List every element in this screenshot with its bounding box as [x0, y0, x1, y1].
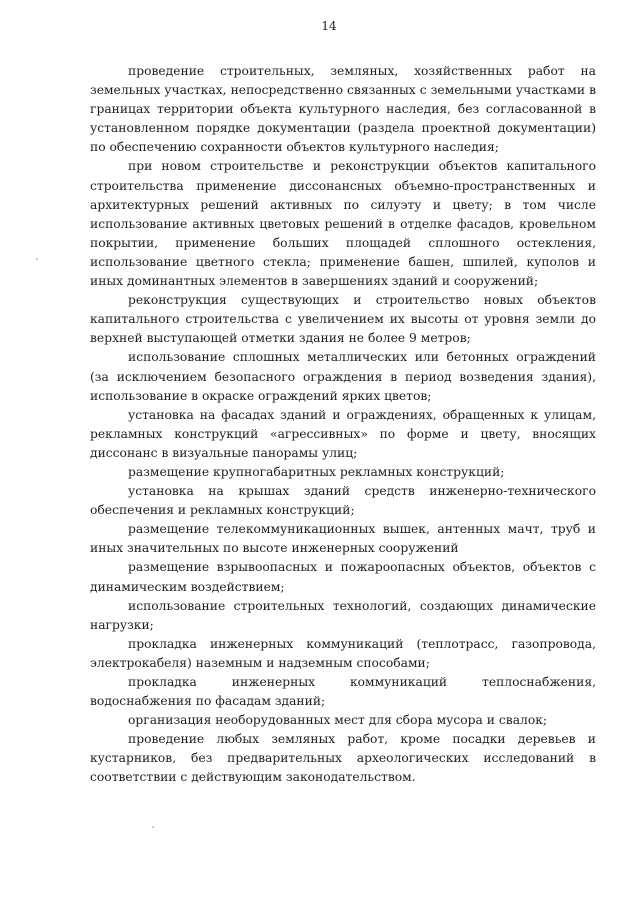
paragraph-5: установка на фасадах зданий и ограждениях, обращенных к улицам, рекламных конструкций «агрессивных» по форме и цвету, вносящих диссонанс в визуальные панорамы улиц; [90, 407, 596, 460]
paragraph-7: установка на крышах зданий средств инженерно-технического обеспечения и рекламных конструкций; [90, 484, 596, 518]
paragraph-4: использование сплошных металлических или бетонных ограждений (за исключением безопасного ограждения в период возведения здания), использование в окраске ограждений ярких цветов; [90, 350, 596, 403]
page-number: 14 [321, 19, 337, 33]
paragraph-10: использование строительных технологий, создающих динамические нагрузки; [90, 598, 596, 632]
paragraph-13: организация необорудованных мест для сбора мусора и свалок; [128, 713, 548, 728]
paragraph-6: размещение крупногабаритных рекламных конструкций; [128, 464, 505, 479]
paragraph-2: при новом строительстве и реконструкции объектов капитального строительства применение диссонансных объемно-пространственных и архитектурных решений активных по силуэту и цвету; в том числе использование активных цветовых решений в отделке фасадов, кровельном покрытии, применение больших площадей сплошного остекления, использование цветного стекла; применение башен, шпилей, куполов и иных доминантных элементов в завершениях зданий и сооружений; [90, 159, 596, 289]
paragraph-8: размещение телекоммуникационных вышек, антенных мачт, труб и иных значительных по высоте инженерных сооружений [90, 522, 596, 556]
paragraph-3: реконструкция существующих и строительство новых объектов капитального строительства с увеличением их высоты от уровня земли до верхней выступающей отметки здания не более 9 метров; [90, 293, 596, 346]
paragraph-14: проведение любых земляных работ, кроме посадки деревьев и кустарников, без предварительных археологических исследований в соответствии с действующим законодательством. [90, 732, 596, 785]
scan-speck [36, 258, 38, 260]
paragraph-12: прокладка инженерных коммуникаций теплоснабжения, водоснабжения по фасадам зданий; [90, 675, 596, 709]
scan-speck [152, 826, 154, 828]
document-body [90, 62, 596, 788]
paragraph-1: проведение строительных, земляных, хозяйственных работ на земельных участках, непосредственно связанных с земельными участками в границах территории объекта культурного наследия, без согласованной в установленном порядке документации (раздела проектной документации) по обеспечению сохранности объектов культурного наследия; [90, 64, 596, 155]
paragraph-9: размещение взрывоопасных и пожароопасных объектов, объектов с динамическим воздействием; [90, 560, 596, 594]
paragraph-11: прокладка инженерных коммуникаций (теплотрасс, газопровода, электрокабеля) наземным и надземным способами; [90, 636, 596, 670]
